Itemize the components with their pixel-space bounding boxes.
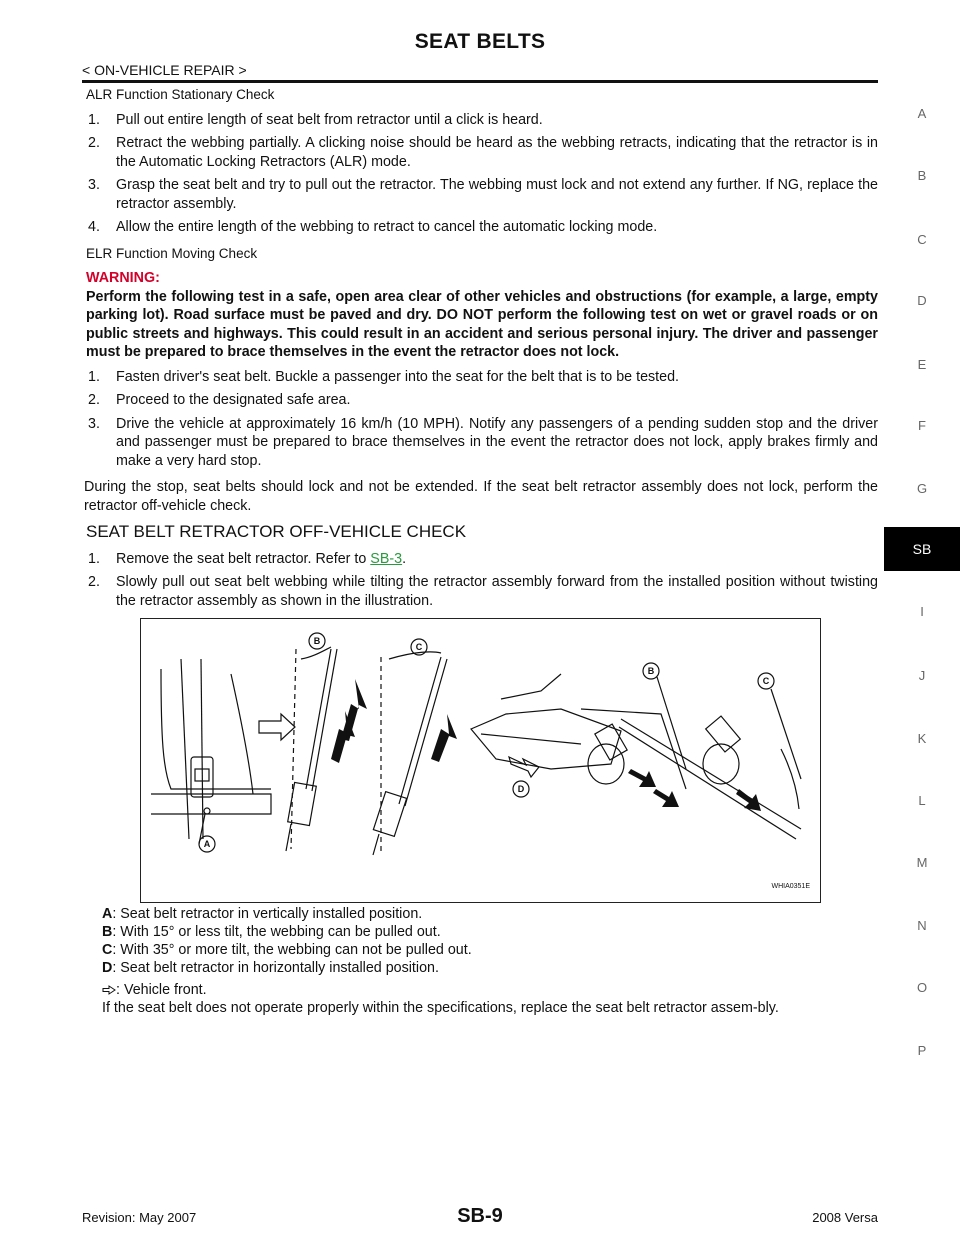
model-name: 2008 Versa (812, 1210, 878, 1225)
revision-date: Revision: May 2007 (82, 1210, 197, 1225)
legend-a: A: Seat belt retractor in vertically installed position. (102, 906, 423, 922)
header-rule (82, 80, 878, 83)
tab-a[interactable]: A (917, 106, 927, 121)
list-item: 1. Fasten driver's seat belt. Buckle a passenger into the seat for the belt that is to be tested. (88, 368, 680, 385)
legend-front: : Vehicle front. (102, 981, 878, 999)
page-content (86, 86, 878, 1017)
retractor-illustration (140, 618, 821, 903)
label-c: C (415, 642, 423, 652)
tab-p[interactable]: P (917, 1043, 927, 1058)
page-number: SB-9 (457, 1205, 503, 1227)
alr-heading: ALR Function Stationary Check (86, 87, 275, 102)
list-item: 2. Proceed to the designated safe area. (88, 392, 351, 408)
list-item: 1. Remove the seat belt retractor. Refer to SB-3. (88, 550, 407, 567)
tab-m[interactable]: M (916, 855, 928, 870)
label-c-right: C (762, 676, 770, 686)
label-a: A (203, 839, 211, 849)
tab-o[interactable]: O (916, 980, 928, 995)
elr-after-text: During the stop, seat belts should lock and not be extended. If the seat belt retractor assembly does not lock, perform the retractor off-vehicle check. (84, 479, 878, 514)
elr-heading: ELR Function Moving Check (86, 245, 258, 261)
tab-i[interactable]: I (920, 604, 924, 619)
ref-link-sb3[interactable]: SB-3 (370, 550, 403, 567)
tab-c[interactable]: C (917, 232, 927, 247)
warning-block (86, 269, 878, 362)
tab-l[interactable]: L (918, 793, 926, 808)
tab-b[interactable]: B (917, 168, 927, 183)
tab-f[interactable]: F (918, 418, 926, 433)
tab-k[interactable]: K (917, 731, 927, 746)
tab-sb[interactable]: SB (884, 527, 960, 571)
tab-g[interactable]: G (916, 481, 928, 496)
figure-legend (102, 905, 878, 1017)
illustration-drawing (141, 619, 819, 901)
list-item: 4. Allow the entire length of the webbing to retract to cancel the automatic locking mode. (88, 219, 658, 235)
alr-steps (86, 111, 878, 237)
list-item: 3. Drive the vehicle at approximately 16 km/h (10 MPH). Notify any passengers of a pending sudden stop and the driver and passenger must be prepared to brace themselves in the event the retractor does not lock, apply brakes firmly and make a very hard stop. (88, 415, 878, 469)
label-b-right: B (647, 666, 655, 676)
warning-text: Perform the following test in a safe, open area clear of other vehicles and obstructions (for example, a large, empty parking lot). Road surface must be paved and dry. DO NOT perform the following test on wet or gravel roads or on public streets and highways. This could result in an accident and serious personal injury. The driver and passenger must be prepared to brace themselves in the event the retractor does not lock. (86, 288, 878, 360)
offvehicle-steps (86, 550, 878, 611)
warning-title: WARNING: (86, 270, 160, 286)
page-title: SEAT BELTS (414, 30, 546, 53)
tab-n[interactable]: N (917, 918, 927, 933)
elr-steps (86, 368, 878, 471)
tab-e[interactable]: E (917, 357, 927, 372)
tab-d[interactable]: D (917, 293, 927, 308)
section-heading: SEAT BELT RETRACTOR OFF-VEHICLE CHECK (86, 522, 467, 541)
list-item: 1. Pull out entire length of seat belt from retractor until a click is heard. (88, 111, 543, 128)
legend-b: B: With 15° or less tilt, the webbing can be pulled out. (102, 924, 441, 940)
legend-c: C: With 35° or more tilt, the webbing can not be pulled out. (102, 942, 472, 958)
hollow-arrow-icon (102, 985, 116, 995)
section-index (884, 0, 960, 1242)
final-note: If the seat belt does not operate properly within the specifications, replace the seat belt retractor assem-bly. (102, 1000, 779, 1016)
label-b: B (313, 636, 321, 646)
list-item: 2. Slowly pull out seat belt webbing while tilting the retractor assembly forward from the installed position without twisting the retractor assembly as shown in the illustration. (88, 574, 878, 609)
legend-d: D: Seat belt retractor in horizontally installed position. (102, 960, 439, 976)
breadcrumb: < ON-VEHICLE REPAIR > (82, 62, 247, 78)
list-item: 3. Grasp the seat belt and try to pull out the retractor. The webbing must lock and not extend any further. If NG, replace the retractor assembly. (88, 177, 878, 212)
tab-j[interactable]: J (918, 668, 926, 683)
figure-id: WHIA0351E (771, 882, 810, 890)
list-item: 2. Retract the webbing partially. A clicking noise should be heard as the webbing retracts, indicating that the retractor is in the Automatic Locking Retractors (ALR) mode. (88, 135, 878, 170)
label-d: D (517, 784, 525, 794)
